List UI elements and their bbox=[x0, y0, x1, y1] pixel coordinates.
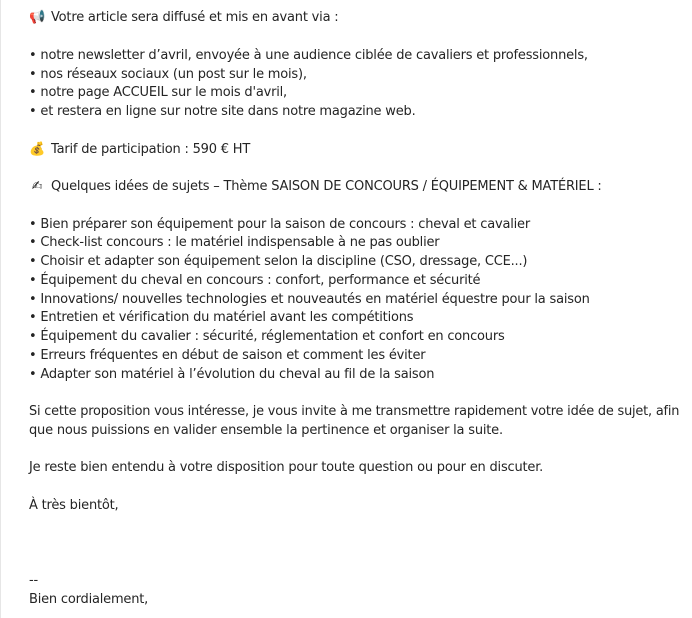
ideas-heading-text: Quelques idées de sujets – Thème SAISON DE CONCOURS / ÉQUIPEMENT & MATÉRIEL : bbox=[51, 179, 602, 194]
signature-separator: -- bbox=[29, 573, 38, 588]
idea-item: • Check-list concours : le matériel indispensable à ne pas oublier bbox=[29, 235, 440, 250]
proposal-paragraph-line-1: Si cette proposition vous intéresse, je vous invite à me transmettre rapidement votre idée de sujet, afin bbox=[29, 404, 680, 419]
idea-item: • Erreurs fréquentes en début de saison et comment les éviter bbox=[29, 348, 426, 363]
ideas-heading bbox=[29, 178, 602, 196]
channel-item: • et restera en ligne sur notre site dans notre magazine web. bbox=[29, 104, 416, 119]
availability-paragraph: Je reste bien entendu à votre disposition pour toute question ou pour en discuter. bbox=[29, 460, 544, 475]
proposal-paragraph-line-2: que nous puissions en valider ensemble la pertinence et organiser la suite. bbox=[29, 423, 503, 438]
closing-line: À très bientôt, bbox=[29, 498, 119, 513]
idea-item: • Équipement du cavalier : sécurité, réglementation et confort en concours bbox=[29, 329, 505, 344]
idea-item: • Entretien et vérification du matériel avant les compétitions bbox=[29, 310, 414, 325]
idea-item: • Choisir et adapter son équipement selon la discipline (CSO, dressage, CCE...) bbox=[29, 254, 528, 269]
price-line bbox=[29, 141, 250, 159]
megaphone-icon: 📢 bbox=[29, 10, 45, 25]
channel-item: • notre newsletter d’avril, envoyée à une audience ciblée de cavaliers et professionnels, bbox=[29, 48, 588, 63]
channel-item: • notre page ACCUEIL sur le mois d'avril, bbox=[29, 85, 287, 100]
intro-text: Votre article sera diffusé et mis en avant via : bbox=[51, 10, 339, 25]
price-text: Tarif de participation : 590 € HT bbox=[51, 142, 251, 157]
signature-closing: Bien cordialement, bbox=[29, 592, 149, 607]
idea-item: • Bien préparer son équipement pour la saison de concours : cheval et cavalier bbox=[29, 217, 531, 232]
idea-item: • Adapter son matériel à l’évolution du cheval au fil de la saison bbox=[29, 367, 435, 382]
channel-item: • nos réseaux sociaux (un post sur le mois), bbox=[29, 67, 307, 82]
money-bag-icon: 💰 bbox=[29, 142, 45, 157]
idea-item: • Équipement du cheval en concours : confort, performance et sécurité bbox=[29, 273, 481, 288]
writing-hand-icon: ✍ bbox=[31, 179, 43, 194]
intro-line bbox=[29, 9, 338, 27]
idea-item: • Innovations/ nouvelles technologies et nouveautés en matériel équestre pour la saison bbox=[29, 292, 590, 307]
